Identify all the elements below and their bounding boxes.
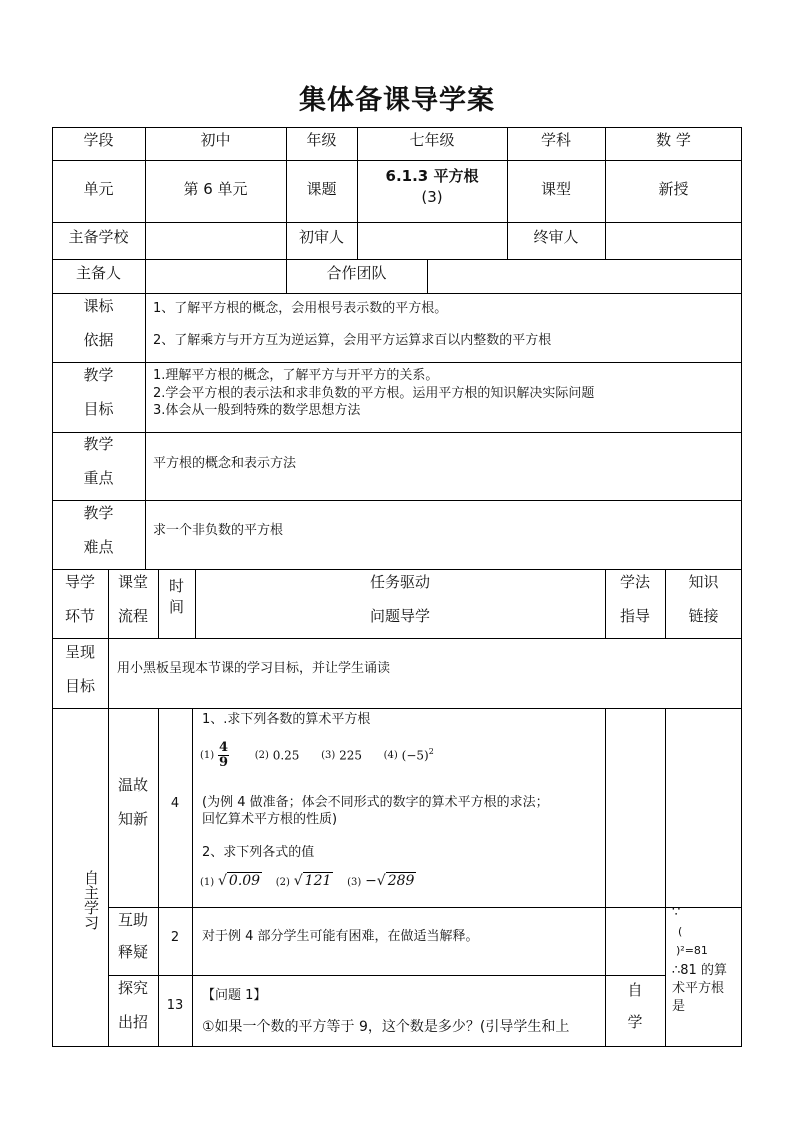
review-label-2: 知新 [117, 810, 148, 828]
col-link-header-2: 链接 [688, 607, 719, 625]
difficulties-text: 求一个非负数的平方根 [153, 523, 284, 538]
topic-value: 6.1.3 平方根 [385, 167, 479, 185]
type-value: 新授 [658, 180, 689, 198]
difficulties-label-2: 难点 [83, 538, 114, 556]
present-label-2: 目标 [64, 677, 95, 695]
col-time-header: 时 [168, 577, 184, 595]
fraction-four-ninths: $\frac{4}{9}$ [219, 740, 229, 770]
link-conclusion-3: 是 [672, 999, 686, 1014]
stage-label: 学段 [83, 131, 114, 149]
explore-method-2: 学 [627, 1013, 643, 1031]
review-question-2: 2、求下列各式的值 [202, 845, 315, 860]
first-review-label: 初审人 [298, 228, 344, 246]
key-points-label: 教学 [83, 435, 114, 453]
key-points-text: 平方根的概念和表示方法 [153, 456, 297, 471]
explore-label-2: 出招 [117, 1013, 148, 1031]
link-conclusion-2: 术平方根 [672, 981, 725, 996]
review-question-1: 1、.求下列各数的算术平方根 [202, 712, 371, 727]
explore-heading: 【问题 1】 [202, 988, 267, 1003]
key-points-label-2: 重点 [83, 469, 114, 487]
stage-value: 初中 [200, 131, 231, 149]
exercise-2-label: (2) [254, 750, 269, 761]
sqrt-icon: √ 0.09 [218, 873, 261, 889]
present-text: 用小黑板呈现本节课的学习目标，并让学生诵读 [117, 661, 391, 676]
col-flow-header-2: 流程 [117, 607, 148, 625]
document-title: 集体备课导学案 [299, 85, 495, 116]
final-review-label: 终审人 [533, 228, 579, 246]
exercise-4-exponent: 2 [428, 747, 434, 756]
objectives-label-2: 目标 [83, 400, 114, 418]
objective-item: 3.体会从一般到特殊的数学思想方法 [153, 403, 361, 418]
review-label: 温故 [117, 776, 148, 794]
standard-item: 1、了解平方根的概念，会用根号表示数的平方根。 [153, 301, 448, 316]
self-study-label: 自主学习 [82, 870, 100, 930]
col-task-header-2: 问题导学 [369, 607, 430, 625]
col-link-header: 知识 [688, 573, 719, 591]
topic-label: 课题 [306, 180, 337, 198]
sqrt-icon: √ 289 [376, 873, 415, 889]
standard-item: 2、了解乘方与开方互为逆运算，会用平方运算求百以内整数的平方根 [153, 333, 552, 348]
team-label: 合作团队 [326, 264, 387, 282]
help-time: 2 [170, 930, 180, 945]
col-time-header-2: 间 [168, 598, 184, 616]
unit-label: 单元 [83, 180, 114, 198]
grade-label: 年级 [306, 131, 337, 149]
explore-method: 自 [627, 981, 643, 999]
review-note-2: 回忆算术平方根的性质) [202, 812, 338, 827]
exercise-3-label: (3) [321, 750, 336, 761]
col-method-header-2: 指导 [619, 607, 650, 625]
link-paren: ( [678, 925, 683, 938]
review-note: (为例 4 做准备；体会不同形式的数字的算术平方根的求法； [202, 795, 549, 810]
radical-2-label: (2) [275, 877, 290, 888]
subject-label: 学科 [540, 131, 571, 149]
explore-text: ①如果一个数的平方等于 9，这个数是多少？(引导学生和上 [202, 1019, 570, 1035]
help-text: 对于例 4 部分学生可能有困难，在做适当解释。 [202, 929, 479, 944]
standard-label-2: 依据 [83, 331, 114, 349]
link-equation: )²=81 [676, 944, 708, 957]
present-label: 呈现 [64, 643, 95, 661]
link-conclusion: ∴81 的算 [672, 963, 727, 978]
topic-value-part: (3) [421, 188, 443, 206]
school-label: 主备学校 [68, 228, 129, 246]
help-label-2: 释疑 [117, 943, 148, 961]
objectives-label: 教学 [83, 366, 114, 384]
explore-label: 探究 [117, 979, 148, 997]
radical-1-label: (1) [200, 877, 215, 888]
col-flow-header: 课堂 [117, 573, 148, 591]
review-exercise-list [200, 741, 434, 777]
objective-item: 1.理解平方根的概念，了解平方与开平方的关系。 [153, 368, 439, 383]
review-radical-list [200, 873, 416, 889]
unit-value: 第 6 单元 [183, 180, 248, 198]
exercise-3-value: 225 [339, 748, 362, 763]
preparer-label: 主备人 [75, 264, 121, 282]
standard-label: 课标 [83, 297, 114, 315]
because-symbol: ∵ [672, 905, 681, 920]
grade-value: 七年级 [409, 131, 455, 149]
exercise-4-label: (4) [383, 750, 398, 761]
exercise-1-label: (1) [200, 750, 215, 761]
help-label: 互助 [117, 911, 148, 929]
col-method-header: 学法 [619, 573, 650, 591]
subject-value: 数 学 [656, 131, 691, 149]
difficulties-label: 教学 [83, 504, 114, 522]
col-task-header: 任务驱动 [369, 573, 430, 591]
exercise-2-value: 0.25 [272, 748, 300, 763]
col-stage-header: 导学 [64, 573, 95, 591]
objective-item: 2.学会平方根的表示法和求非负数的平方根。运用平方根的知识解决实际问题 [153, 386, 595, 401]
type-label: 课型 [540, 180, 571, 198]
sqrt-icon: √ 121 [293, 873, 332, 889]
col-stage-header-2: 环节 [64, 607, 95, 625]
review-time: 4 [170, 796, 180, 811]
radical-3-label: (3) [347, 877, 362, 888]
explore-time: 13 [166, 998, 184, 1013]
negative-sign: − [365, 873, 377, 889]
exercise-4-value: (−5) [401, 748, 429, 763]
